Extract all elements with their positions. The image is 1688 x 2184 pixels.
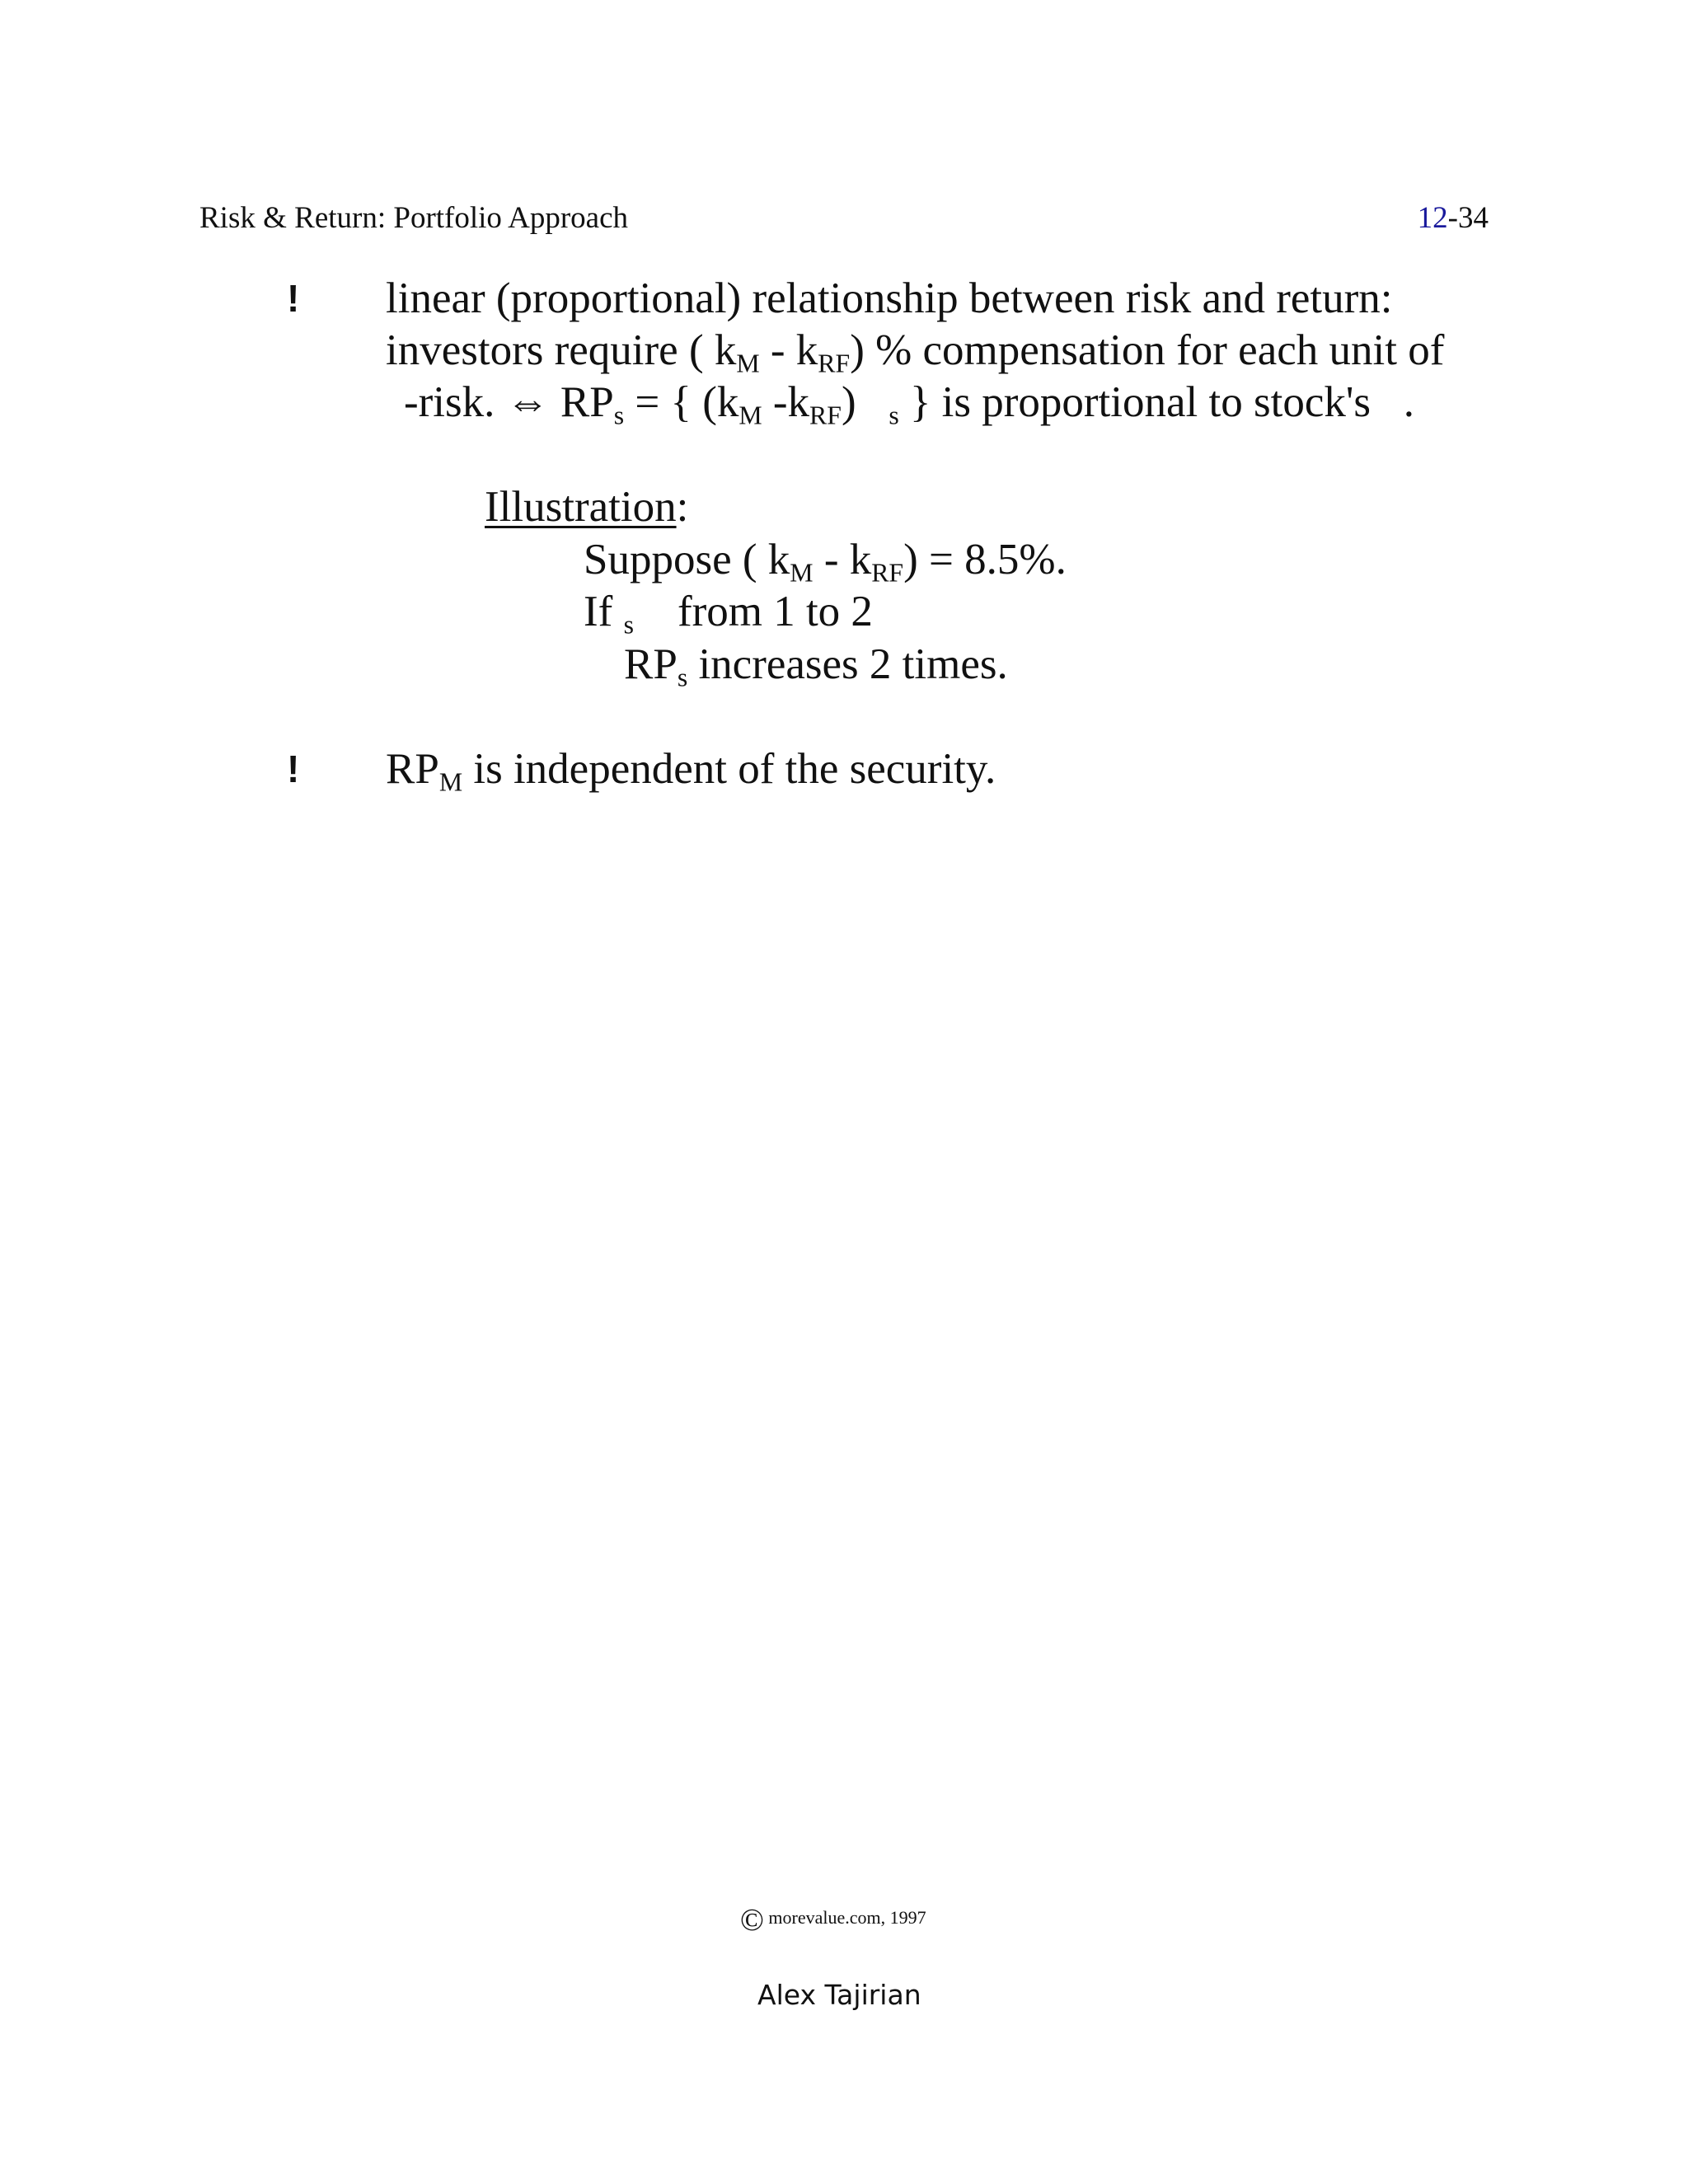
subscript: s [677, 663, 688, 692]
bullet2-text [386, 743, 996, 795]
text: - k [813, 536, 872, 583]
text: ) [841, 378, 889, 426]
colon: : [676, 483, 689, 531]
text: RP [624, 640, 678, 688]
subscript: s [613, 401, 625, 430]
result-line [624, 638, 1008, 691]
author-name: Alex Tajirian [757, 1979, 921, 2011]
bullet-icon: ! [287, 748, 300, 790]
subscript: s [889, 401, 899, 430]
text: ) % compensation for each unit of [850, 326, 1445, 374]
subscript: RF [871, 558, 904, 588]
copyright-text: morevalue.com, 1997 [768, 1907, 926, 1928]
text: is independent of the security. [462, 745, 996, 793]
illustration-heading [485, 480, 688, 533]
bullet-icon: ! [287, 277, 300, 320]
page-number [1418, 200, 1489, 237]
text: ) = 8.5%. [903, 536, 1067, 583]
text: from 1 to 2 [633, 588, 873, 635]
text: If [584, 588, 624, 635]
heading-text: Illustration [485, 483, 677, 531]
subscript: RF [809, 401, 842, 430]
if-line [584, 585, 873, 638]
text: } is proportional to stock's . [898, 378, 1415, 426]
text: -k [762, 378, 810, 426]
text: investors require ( k [386, 326, 737, 374]
suppose-line [584, 533, 1067, 586]
bullet1-line3 [404, 376, 1414, 429]
subscript: M [738, 401, 762, 430]
header-title: Risk & Return: Portfolio Approach [199, 201, 629, 235]
bullet1-line2 [386, 324, 1444, 377]
text: - k [759, 326, 818, 374]
subscript: s [623, 610, 634, 640]
text: = { (k [624, 378, 739, 426]
copyright-icon: © [740, 1903, 764, 1938]
text: RP [386, 745, 439, 793]
text: Suppose ( k [584, 536, 790, 583]
subscript: RF [818, 349, 851, 378]
text: -risk. ⇔ RP [404, 378, 614, 426]
text: increases 2 times. [687, 640, 1008, 688]
subscript: M [790, 558, 814, 588]
copyright-notice [740, 1901, 926, 1941]
chapter-number: 12 [1417, 201, 1448, 235]
subscript: M [438, 767, 463, 797]
slide-number: -34 [1447, 201, 1489, 235]
bullet1-line1: linear (proportional) relationship between risk and return: [386, 274, 1393, 322]
subscript: M [736, 349, 760, 378]
